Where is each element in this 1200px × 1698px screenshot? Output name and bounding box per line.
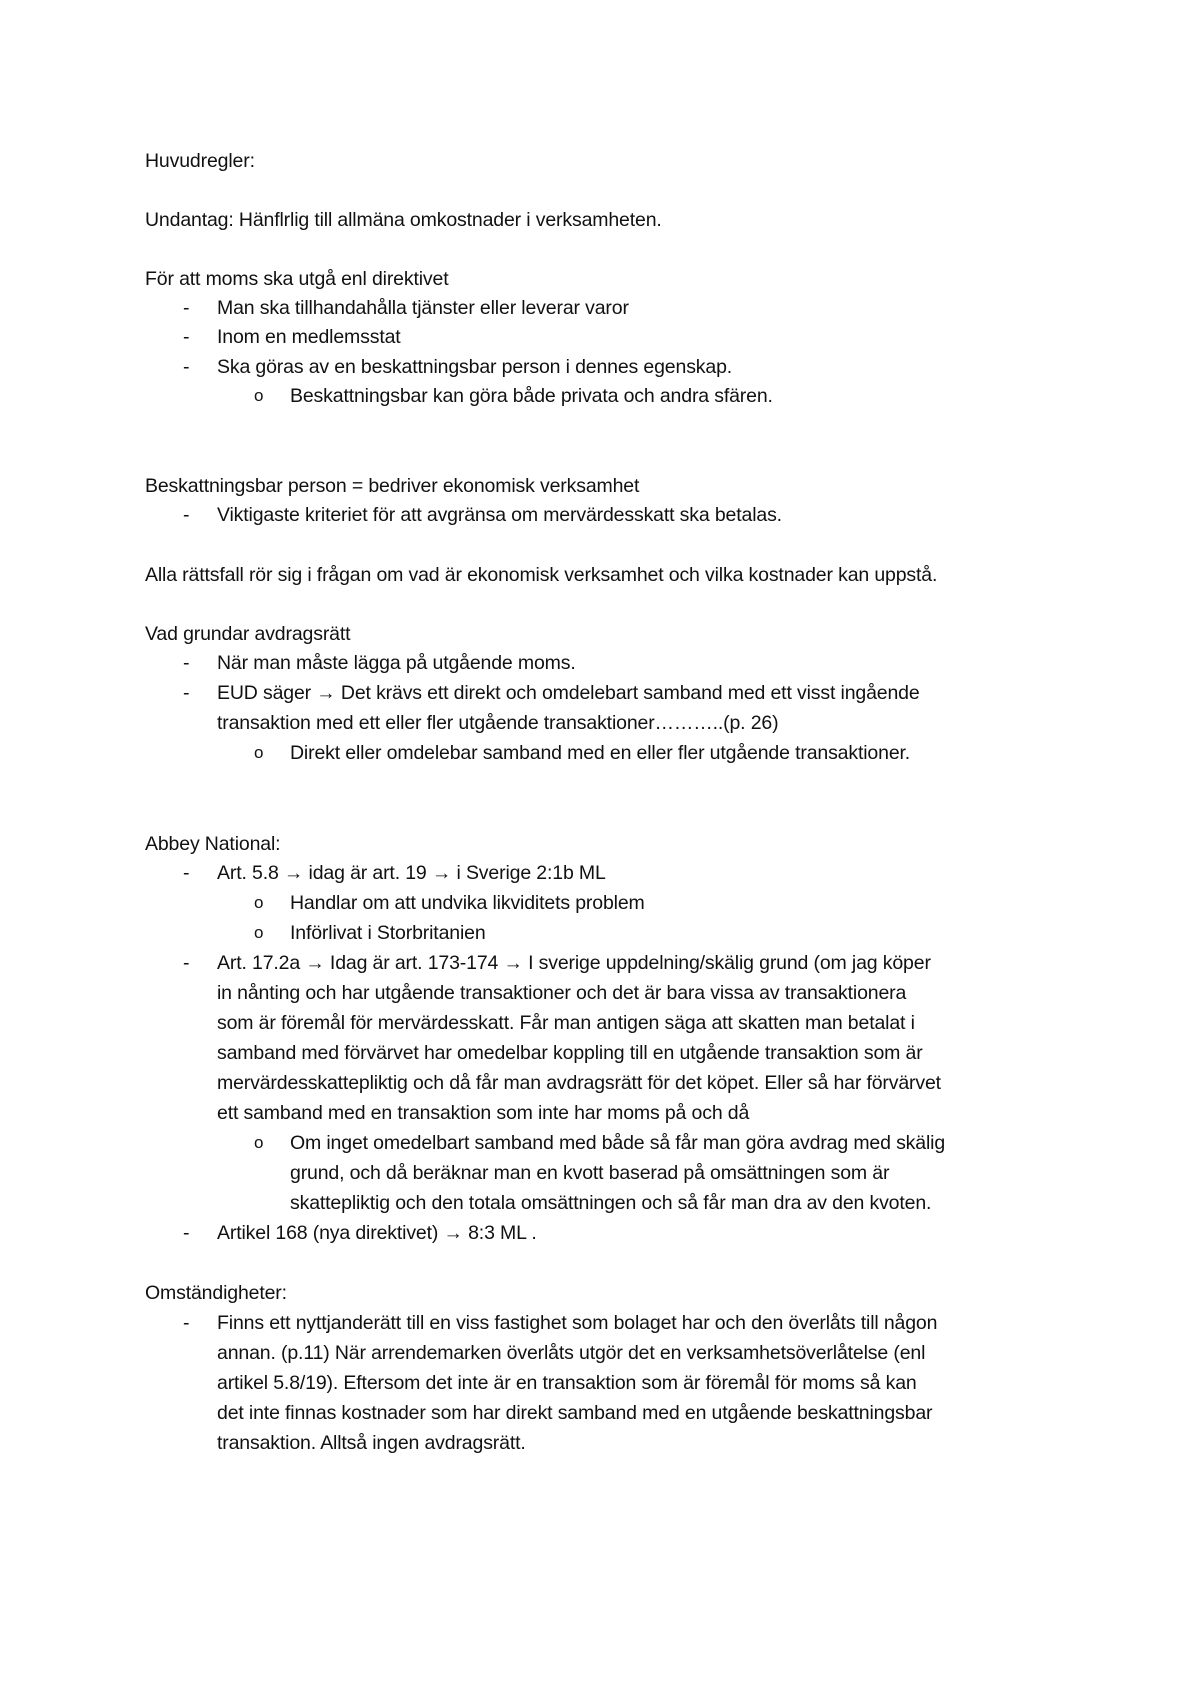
dash-bullet: - xyxy=(183,297,190,319)
list-item-line: Finns ett nyttjanderätt till en viss fastighet som bolaget har och den överlåts till någon xyxy=(217,1312,938,1334)
list-item-line: transaktion. Alltså ingen avdragsrätt. xyxy=(217,1432,526,1454)
list-item: Artikel 168 (nya direktivet) → 8:3 ML . xyxy=(217,1222,537,1244)
sub-list-item: Införlivat i Storbritanien xyxy=(290,922,486,944)
heading-vad-grundar: Vad grundar avdragsrätt xyxy=(145,623,351,645)
heading-huvudregler: Huvudregler: xyxy=(145,150,255,172)
dash-bullet: - xyxy=(183,1312,190,1334)
heading-abbey-national: Abbey National: xyxy=(145,833,281,855)
circle-bullet: o xyxy=(254,923,264,942)
dash-bullet: - xyxy=(183,356,190,378)
list-item-line: det inte finnas kostnader som har direkt samband med en utgående beskattningsbar xyxy=(217,1402,933,1424)
paragraph-undantag: Undantag: Hänflrlig till allmäna omkostnader i verksamheten. xyxy=(145,209,662,231)
dash-bullet: - xyxy=(183,1222,190,1244)
sub-list-item: Direkt eller omdelebar samband med en eller fler utgående transaktioner. xyxy=(290,742,911,764)
dash-bullet: - xyxy=(183,862,190,884)
list-item-line: samband med förvärvet har omedelbar koppling till en utgående transaktion som är xyxy=(217,1042,923,1064)
dash-bullet: - xyxy=(183,652,190,674)
list-item-line: artikel 5.8/19). Eftersom det inte är en transaktion som är föremål för moms så kan xyxy=(217,1372,917,1394)
sub-list-item-line: Om inget omedelbart samband med både så får man göra avdrag med skälig xyxy=(290,1132,946,1154)
circle-bullet: o xyxy=(254,386,264,405)
paragraph-alla-rattsfall: Alla rättsfall rör sig i frågan om vad är ekonomisk verksamhet och vilka kostnader kan uppstå. xyxy=(145,564,938,586)
dash-bullet: - xyxy=(183,952,190,974)
circle-bullet: o xyxy=(254,893,264,912)
dash-bullet: - xyxy=(183,326,190,348)
list-item: När man måste lägga på utgående moms. xyxy=(217,652,576,674)
list-item: Man ska tillhandahålla tjänster eller leverar varor xyxy=(217,297,629,319)
heading-omstandigheter: Omständigheter: xyxy=(145,1282,287,1304)
list-item: Inom en medlemsstat xyxy=(217,326,401,348)
list-item-line: transaktion med ett eller fler utgående transaktioner………..(p. 26) xyxy=(217,712,779,734)
circle-bullet: o xyxy=(254,743,264,762)
heading-moms: För att moms ska utgå enl direktivet xyxy=(145,268,449,290)
list-item-line: Art. 17.2a → Idag är art. 173-174 → I sverige uppdelning/skälig grund (om jag köper xyxy=(217,952,931,974)
circle-bullet: o xyxy=(254,1133,264,1152)
list-item-line: ett samband med en transaktion som inte har moms på och då xyxy=(217,1102,750,1124)
dash-bullet: - xyxy=(183,682,190,704)
list-item: Viktigaste kriteriet för att avgränsa om mervärdesskatt ska betalas. xyxy=(217,504,782,526)
dash-bullet: - xyxy=(183,504,190,526)
sub-list-item: Handlar om att undvika likviditets problem xyxy=(290,892,645,914)
list-item: Ska göras av en beskattningsbar person i dennes egenskap. xyxy=(217,356,733,378)
list-item: Art. 5.8 → idag är art. 19 → i Sverige 2:1b ML xyxy=(217,862,606,884)
list-item-line: annan. (p.11) När arrendemarken överlåts utgör det en verksamhetsöverlåtelse (enl xyxy=(217,1342,926,1364)
sub-list-item: Beskattningsbar kan göra både privata och andra sfären. xyxy=(290,385,773,407)
heading-beskattningsbar: Beskattningsbar person = bedriver ekonomisk verksamhet xyxy=(145,475,640,497)
list-item-line: som är föremål för mervärdesskatt. Får man antigen säga att skatten man betalat i xyxy=(217,1012,915,1034)
sub-list-item-line: grund, och då beräknar man en kvott baserad på omsättningen som är xyxy=(290,1162,890,1184)
list-item-line: mervärdesskattepliktig och då får man avdragsrätt för det köpet. Eller så har förvärvet xyxy=(217,1072,941,1094)
list-item-line: EUD säger → Det krävs ett direkt och omdelebart samband med ett visst ingående xyxy=(217,682,920,704)
sub-list-item-line: skattepliktig och den totala omsättningen och så får man dra av den kvoten. xyxy=(290,1192,932,1214)
list-item-line: in nånting och har utgående transaktioner och det är bara vissa av transaktionera xyxy=(217,982,907,1004)
